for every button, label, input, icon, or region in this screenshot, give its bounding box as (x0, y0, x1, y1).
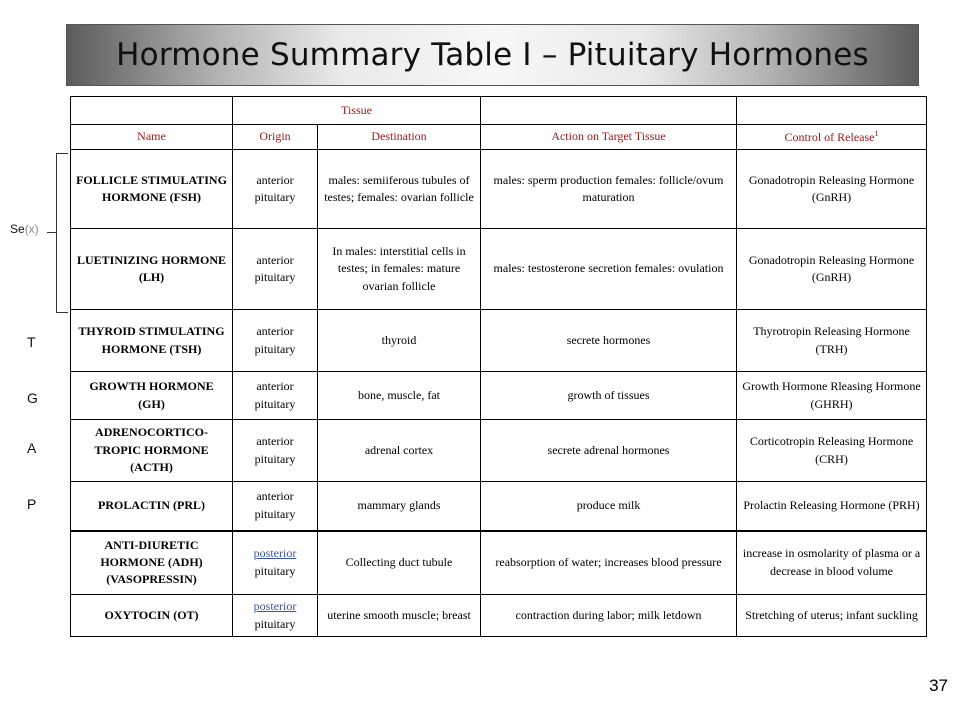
sex-bracket-tick (47, 232, 56, 233)
hormone-summary-table (70, 96, 927, 637)
hormone-name: PROLACTIN (PRL) (71, 482, 233, 531)
table-row (71, 372, 927, 420)
action-cell: secrete hormones (481, 310, 737, 372)
origin-cell: anterior pituitary (233, 372, 318, 420)
action-cell: produce milk (481, 482, 737, 531)
sex-group-bracket (56, 153, 68, 313)
action-cell: reabsorption of water; increases blood pressure (481, 531, 737, 595)
control-cell: Growth Hormone Rleasing Hormone (GHRH) (737, 372, 927, 420)
slide-title-bar (66, 24, 919, 86)
table-row (71, 229, 927, 310)
table-row (71, 595, 927, 637)
origin-cell: anterior pituitary (233, 150, 318, 229)
table-row (71, 420, 927, 482)
origin-rest: pituitary (254, 616, 296, 631)
empty-header-cell (71, 97, 233, 125)
hormone-name: LUETINIZING HORMONE (LH) (71, 229, 233, 310)
table-row (71, 150, 927, 229)
control-cell: Prolactin Releasing Hormone (PRH) (737, 482, 927, 531)
side-letter-t: T (27, 334, 36, 350)
hormone-name: FOLLICLE STIMULATING HORMONE (FSH) (71, 150, 233, 229)
origin-cell: anterior pituitary (233, 482, 318, 531)
empty-header-cell (481, 97, 737, 125)
sex-label-prefix: Se (10, 222, 25, 236)
destination-cell: thyroid (318, 310, 481, 372)
column-header-name: Name (71, 125, 233, 150)
sex-group-label (10, 222, 39, 236)
control-cell: Stretching of uterus; infant suckling (737, 595, 927, 637)
side-letter-g: G (27, 390, 38, 406)
empty-header-cell (737, 97, 927, 125)
hormone-name: ADRENOCORTICO-TROPIC HORMONE (ACTH) (71, 420, 233, 482)
action-cell: males: testosterone secretion females: ovulation (481, 229, 737, 310)
destination-cell: In males: interstitial cells in testes; in females: mature ovarian follicle (318, 229, 481, 310)
column-header-action: Action on Target Tissue (481, 125, 737, 150)
origin-cell: anterior pituitary (233, 310, 318, 372)
hormone-name: OXYTOCIN (OT) (71, 595, 233, 637)
control-header-label: Control of Release (784, 129, 875, 144)
origin-cell (233, 595, 318, 637)
destination-cell: males: semiiferous tubules of testes; females: ovarian follicle (318, 150, 481, 229)
tissue-group-header: Tissue (233, 97, 481, 125)
destination-cell: mammary glands (318, 482, 481, 531)
posterior-link[interactable]: posterior (253, 599, 297, 614)
column-header-destination: Destination (318, 125, 481, 150)
action-cell: males: sperm production females: follicle/ovum maturation (481, 150, 737, 229)
hormone-name: GROWTH HORMONE (GH) (71, 372, 233, 420)
page-number: 37 (929, 676, 948, 695)
sex-label-paren: (x) (24, 222, 39, 236)
control-cell: Corticotropin Releasing Hormone (CRH) (737, 420, 927, 482)
table-row (71, 531, 927, 595)
origin-cell: anterior pituitary (233, 229, 318, 310)
control-cell: Gonadotropin Releasing Hormone (GnRH) (737, 150, 927, 229)
origin-cell (233, 531, 318, 595)
side-letter-p: P (27, 496, 37, 512)
table-column-header-row (71, 125, 927, 150)
hormone-name: THYROID STIMULATING HORMONE (TSH) (71, 310, 233, 372)
table-row (71, 310, 927, 372)
column-header-control (737, 125, 927, 150)
destination-cell: adrenal cortex (318, 420, 481, 482)
action-cell: growth of tissues (481, 372, 737, 420)
action-cell: secrete adrenal hormones (481, 420, 737, 482)
control-cell: Thyrotropin Releasing Hormone (TRH) (737, 310, 927, 372)
destination-cell: uterine smooth muscle; breast (318, 595, 481, 637)
control-cell: increase in osmolarity of plasma or a decrease in blood volume (737, 531, 927, 595)
origin-rest: pituitary (254, 563, 296, 578)
column-header-origin: Origin (233, 125, 318, 150)
slide-title: Hormone Summary Table I – Pituitary Hormones (116, 37, 869, 73)
action-cell: contraction during labor; milk letdown (481, 595, 737, 637)
side-letter-a: A (27, 440, 37, 456)
control-cell: Gonadotropin Releasing Hormone (GnRH) (737, 229, 927, 310)
table-row (71, 482, 927, 531)
posterior-link[interactable]: posterior (253, 546, 297, 561)
destination-cell: Collecting duct tubule (318, 531, 481, 595)
destination-cell: bone, muscle, fat (318, 372, 481, 420)
hormone-name: ANTI-DIURETIC HORMONE (ADH) (VASOPRESSIN) (71, 531, 233, 595)
table-group-header-row (71, 97, 927, 125)
footnote-marker: 1 (874, 128, 879, 138)
origin-cell: anterior pituitary (233, 420, 318, 482)
